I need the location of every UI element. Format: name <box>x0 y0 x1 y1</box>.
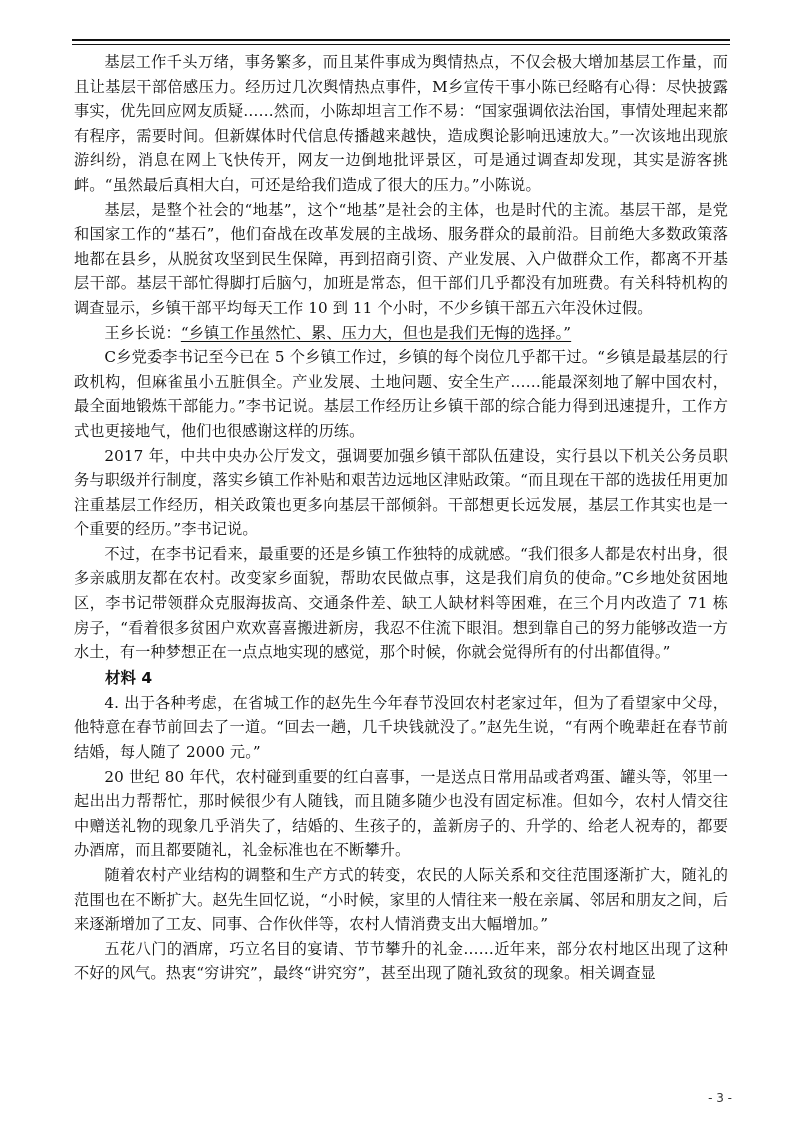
paragraph-secretary-experience: C乡党委李书记至今已在 5 个乡镇工作过，乡镇的每个岗位几乎都干过。“乡镇是最基层的行政机构，但麻雀虽小五脏俱全。产业发展、土地问题、安全生产……能最深刻地了解中国农村，最全面地锻炼干部能力。”李书记说。基层工作经历让乡镇干部的综合能力得到迅速提升，工作方式也更接地气，他们也很感谢这样的历练。 <box>74 348 728 440</box>
paragraph-achievement: 不过，在李书记看来，最重要的还是乡镇工作独特的成就感。“我们很多人都是农村出身，很多亲戚朋友都在农村。改变家乡面貌，帮助农民做点事，这是我们肩负的使命。”C乡地处贫困地区，李书记带领群众克服海拔高、交通条件差、缺工人缺材料等困难，在三个月内改造了 71 栋房子，“看着很多贫困户欢欢喜喜搬进新房，我忍不住流下眼泪。想到靠自己的努力能够改造一方水土，有一种梦想正在一点点地实现的感觉，那个时候，你就会觉得所有的付出都值得。” <box>74 544 728 662</box>
document-body <box>74 50 728 986</box>
paragraph-social-expansion: 随着农村产业结构的调整和生产方式的转变，农民的人际关系和交往范围逐渐扩大，随礼的范围也在不断扩大。赵先生回忆说，“小时候，家里的人情往来一般在亲属、邻居和朋友之间，后来逐渐增加了工友、同事、合作伙伴等，农村人情消费支出大幅增加。” <box>74 866 728 934</box>
paragraph-1980s-customs: 20 世纪 80 年代，农村碰到重要的红白喜事，一是送点日常用品或者鸡蛋、罐头等，邻里一起出出力帮帮忙，那时候很少有人随钱，而且随多随少也没有固定标准。但如今，农村人情交往中赠送礼物的现象几乎消失了，结婚的、生孩子的，盖新房子的、升学的、给老人祝寿的，都要办酒席，而且都要随礼，礼金标准也在不断攀升。 <box>74 767 728 860</box>
header-rule-thick <box>72 39 730 41</box>
paragraph-mayor-quote <box>74 321 728 346</box>
mayor-quote-prefix: 王乡长说： <box>104 323 181 342</box>
header-rule-thin <box>72 44 730 45</box>
mayor-quote-underlined: “乡镇工作虽然忙、累、压力大，但也是我们无悔的选择。” <box>180 323 572 342</box>
section-heading-material-4: 材料 4 <box>105 668 153 687</box>
paragraph-bad-custom: 五花八门的酒席，巧立名目的宴请、节节攀升的礼金……近年来，部分农村地区出现了这种不好的风气。热衷“穷讲究”，最终“讲究穷”，甚至出现了随礼致贫的现象。相关调查显 <box>74 939 728 983</box>
page-number: - 3 - <box>708 1091 732 1105</box>
paragraph-grassroots-foundation: 基层，是整个社会的“地基”，这个“地基”是社会的主体，也是时代的主流。基层干部，是党和国家工作的“基石”，他们奋战在改革发展的主战场、服务群众的最前沿。目前绝大多数政策落地都在县乡，从脱贫攻坚到民生保障，再到招商引资、产业发展、入户做群众工作，都离不开基层干部。基层干部忙得脚打后脑勺，加班是常态，但干部们几乎都没有加班费。有关科特机构的调查显示，乡镇干部平均每天工作 10 到 11 个小时，不少乡镇干部五六年没休过假。 <box>74 200 728 317</box>
paragraph-spring-festival: 4. 出于各种考虑，在省城工作的赵先生今年春节没回农村老家过年，但为了看望家中父母，他特意在春节前回去了一道。“回去一趟，几千块钱就没了。”赵先生说，“有两个晚辈赶在春节前结婚，每人随了 2000 元。” <box>74 693 728 762</box>
paragraph-public-opinion: 基层工作千头万绪，事务繁多，而且某件事成为舆情热点，不仅会极大增加基层工作量，而且让基层干部倍感压力。经历过几次舆情热点事件，M乡宣传干事小陈已经略有心得：尽快披露事实，优先回应网友质疑……然而，小陈却坦言工作不易：“国家强调依法治国，事情处理起来都有程序，需要时间。但新媒体时代信息传播越来越快，造成舆论影响迅速放大。”一次该地出现旅游纠纷，消息在网上飞快传开，网友一边倒地批评景区，可是通过调查却发现，其实是游客挑衅。“虽然最后真相大白，可还是给我们造成了很大的压力。”小陈说。 <box>74 53 728 194</box>
paragraph-policy-2017: 2017 年，中共中央办公厅发文，强调要加强乡镇干部队伍建设，实行县以下机关公务员职务与职级并行制度，落实乡镇工作补贴和艰苦边远地区津贴政策。“而且现在干部的选拔任用更加注重基层工作经历，相关政策也更多向基层干部倾斜。干部想更长远发展，基层工作其实也是一个重要的经历。”李书记说。 <box>74 446 728 539</box>
